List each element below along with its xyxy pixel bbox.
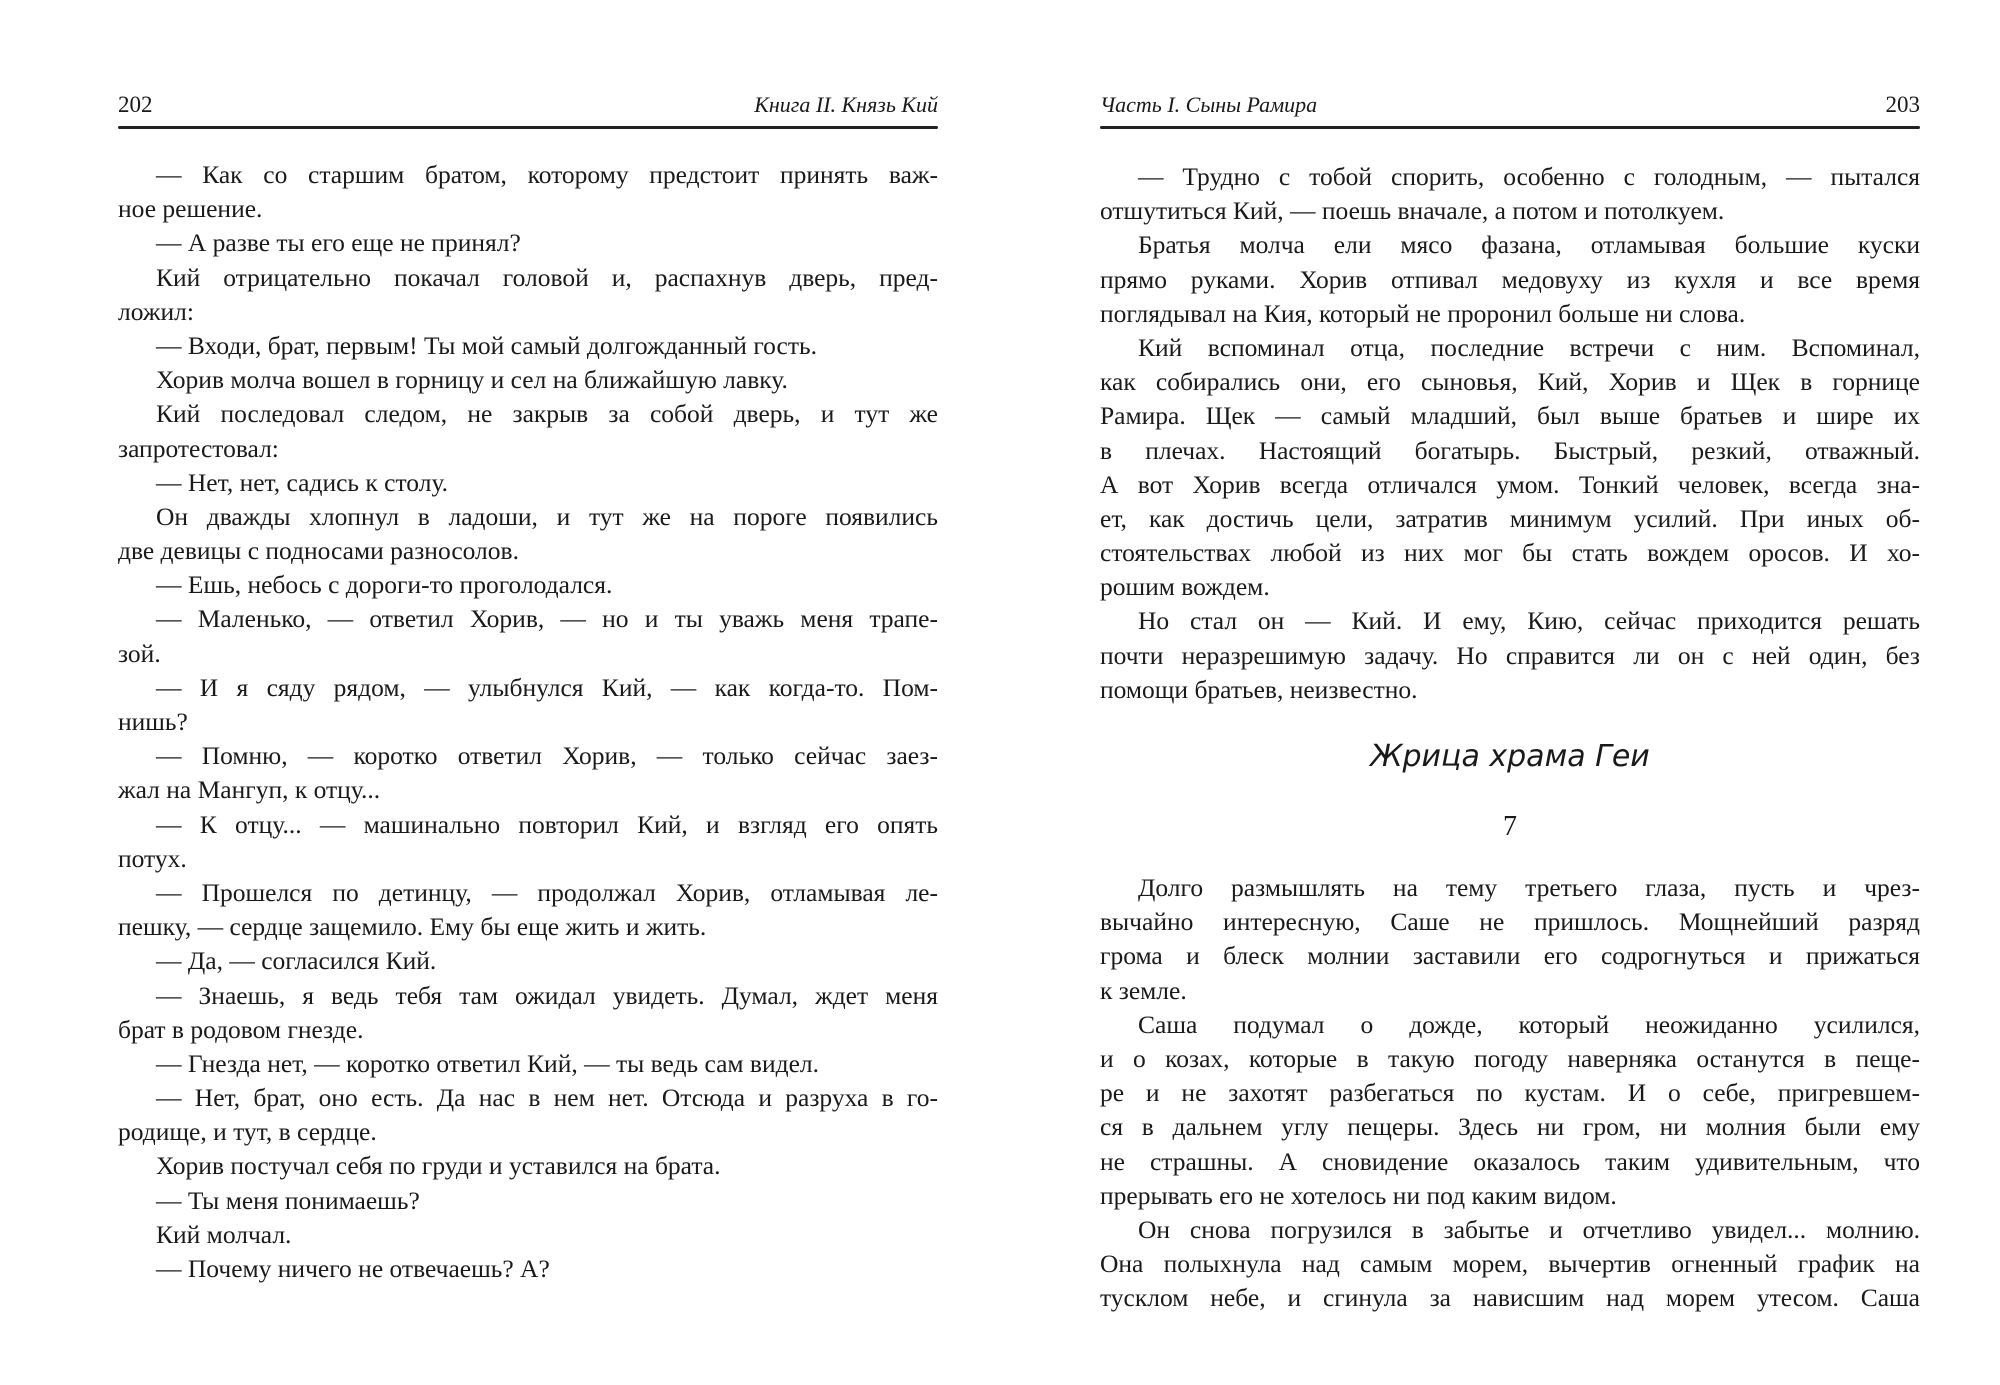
text-line: — Трудно с тобой спорить, особенно с голодным, — пытался bbox=[1138, 162, 1920, 191]
text-line: Она полыхнула над самым морем, вычертив огненный график на bbox=[1100, 1249, 1920, 1279]
left-page bbox=[118, 0, 938, 1385]
right-page-number: 203 bbox=[1885, 92, 1920, 117]
text-line: Кий вспоминал отца, последние встречи с ним. Вспоминал, bbox=[1138, 332, 1920, 362]
text-line: ся в дальнем углу пещеры. Здесь ни гром, ни молния были ему bbox=[1100, 1112, 1920, 1142]
right-header-rule bbox=[1100, 126, 1920, 129]
text-line: Кий отрицательно покачал головой и, распахнув дверь, пред- bbox=[156, 262, 938, 292]
text-line: — Знаешь, я ведь тебя там ожидал увидеть. Думал, ждет меня bbox=[156, 980, 938, 1010]
left-header-rule bbox=[118, 126, 938, 129]
text-line: — Гнезда нет, — коротко ответил Кий, — ты ведь сам видел. bbox=[156, 1048, 820, 1078]
text-line: Кий последовал следом, не закрыв за собой дверь, и тут же bbox=[156, 399, 938, 429]
section-heading: Жрица храма Геи bbox=[1370, 739, 1650, 774]
left-page-number: 202 bbox=[118, 92, 153, 117]
text-line: тусклом небе, и сгинула за нависшим над морем утесом. Саша bbox=[1100, 1283, 1920, 1313]
text-line: Хорив постучал себя по груди и уставился на брата. bbox=[156, 1151, 721, 1181]
text-line: — Почему ничего не отвечаешь? А? bbox=[156, 1254, 550, 1283]
text-line: Братья молча ели мясо фазана, отламывая большие куски bbox=[1138, 230, 1920, 260]
text-line: ложил: bbox=[118, 296, 194, 326]
text-line: — Нет, нет, садись к столу. bbox=[156, 467, 449, 497]
text-line: ное решение. bbox=[118, 194, 263, 224]
text-line: — Нет, брат, оно есть. Да нас в нем нет. Отсюда и разруха в го- bbox=[156, 1083, 938, 1113]
right-body-text bbox=[1100, 160, 1920, 1315]
text-line: Он дважды хлопнул в ладоши, и тут же на пороге появились bbox=[156, 501, 938, 531]
text-line: и о козах, которые в такую погоду наверняка останутся в пеще- bbox=[1100, 1043, 1920, 1073]
text-line: — Как со старшим братом, которому предстоит принять важ- bbox=[156, 160, 938, 189]
chapter-number: 7 bbox=[1503, 811, 1517, 842]
text-line: потух. bbox=[118, 843, 187, 873]
text-line: родище, и тут, в сердце. bbox=[118, 1117, 377, 1147]
text-line: Долго размышлять на тему третьего глаза, пусть и чрез- bbox=[1138, 873, 1920, 902]
text-line: А вот Хорив всегда отличался умом. Тонкий человек, всегда зна- bbox=[1100, 469, 1920, 499]
text-line: брат в родовом гнезде. bbox=[118, 1014, 364, 1044]
text-line: рошим вождем. bbox=[1100, 572, 1270, 602]
text-line: как собирались они, его сыновья, Кий, Хорив и Щек в горнице bbox=[1100, 367, 1920, 397]
text-line: две девицы с подносами разносолов. bbox=[118, 536, 519, 566]
text-line: не страшны. А сновидение оказалось таким удивительным, что bbox=[1100, 1146, 1920, 1176]
text-line: Но стал он — Кий. И ему, Кию, сейчас приходится решать bbox=[1138, 606, 1920, 636]
text-line: поглядывал на Кия, который не проронил больше ни слова. bbox=[1100, 298, 1746, 328]
text-line: — Маленько, — ответил Хорив, — но и ты уважь меня трапе- bbox=[156, 604, 938, 634]
text-line: — Ты меня понимаешь? bbox=[156, 1185, 420, 1215]
text-line: грома и блеск молнии заставили его содрогнуться и прижаться bbox=[1100, 941, 1920, 971]
text-line: зой. bbox=[118, 638, 161, 668]
text-line: — А разве ты его еще не принял? bbox=[156, 228, 521, 258]
right-page bbox=[1100, 0, 1920, 1385]
text-line: почти неразрешимую задачу. Но справится ли он с ней один, без bbox=[1100, 640, 1920, 670]
text-line: Саша подумал о дожде, который неожиданно усилился, bbox=[1138, 1009, 1920, 1039]
text-line: Кий молчал. bbox=[156, 1219, 292, 1249]
text-line: запротестовал: bbox=[118, 433, 279, 463]
right-running-title: Часть I. Сыны Рамира bbox=[1100, 92, 1318, 117]
text-line: Рамира. Щек — самый младший, был выше братьев и шире их bbox=[1100, 401, 1920, 431]
text-line: Хорив молча вошел в горницу и сел на ближайшую лавку. bbox=[156, 365, 788, 395]
text-line: ре и не захотят разбегаться по кустам. И о себе, пригревшем- bbox=[1100, 1078, 1920, 1108]
text-line: в плечах. Настоящий богатырь. Быстрый, резкий, отважный. bbox=[1100, 435, 1920, 465]
left-running-header bbox=[118, 92, 938, 128]
text-line: отшутиться Кий, — поешь вначале, а потом и потолкуем. bbox=[1100, 196, 1725, 226]
right-text-before-heading bbox=[1100, 160, 1920, 707]
text-line: вычайно интересную, Саше не пришлось. Мощнейший разряд bbox=[1100, 907, 1920, 937]
text-line: — Прошелся по детинцу, — продолжал Хорив, отламывая ле- bbox=[156, 877, 938, 907]
text-line: пешку, — сердце защемило. Ему бы еще жить и жить. bbox=[118, 912, 707, 942]
text-line: стоятельствах любой из них мог бы стать вождем оросов. И хо- bbox=[1100, 538, 1920, 568]
right-text-after-heading bbox=[1100, 871, 1920, 1315]
right-running-header bbox=[1100, 92, 1920, 128]
text-line: Он снова погрузился в забытье и отчетливо увидел... молнию. bbox=[1138, 1214, 1920, 1244]
left-body-text bbox=[118, 158, 938, 1286]
text-line: — И я сяду рядом, — улыбнулся Кий, — как когда-то. Пом- bbox=[156, 672, 938, 702]
text-line: помощи братьев, неизвестно. bbox=[1100, 674, 1418, 704]
text-line: ет, как достичь цели, затратив минимум усилий. При иных об- bbox=[1100, 503, 1920, 533]
text-line: к земле. bbox=[1100, 975, 1187, 1005]
text-line: прерывать его не хотелось ни под каким видом. bbox=[1100, 1180, 1617, 1210]
text-line: — Помню, — коротко ответил Хорив, — только сейчас заез- bbox=[156, 741, 938, 771]
text-line: прямо руками. Хорив отпивал медовуху из кухля и все время bbox=[1100, 264, 1920, 294]
text-line: — Ешь, небось с дороги-то проголодался. bbox=[156, 570, 613, 600]
left-running-title: Книга II. Князь Кий bbox=[754, 92, 938, 117]
text-line: — К отцу... — машинально повторил Кий, и взгляд его опять bbox=[156, 809, 938, 839]
text-line: — Входи, брат, первым! Ты мой самый долгожданный гость. bbox=[156, 330, 818, 360]
text-line: жал на Мангуп, к отцу... bbox=[118, 775, 381, 805]
text-line: — Да, — согласился Кий. bbox=[156, 946, 437, 976]
text-line: нишь? bbox=[118, 707, 188, 736]
